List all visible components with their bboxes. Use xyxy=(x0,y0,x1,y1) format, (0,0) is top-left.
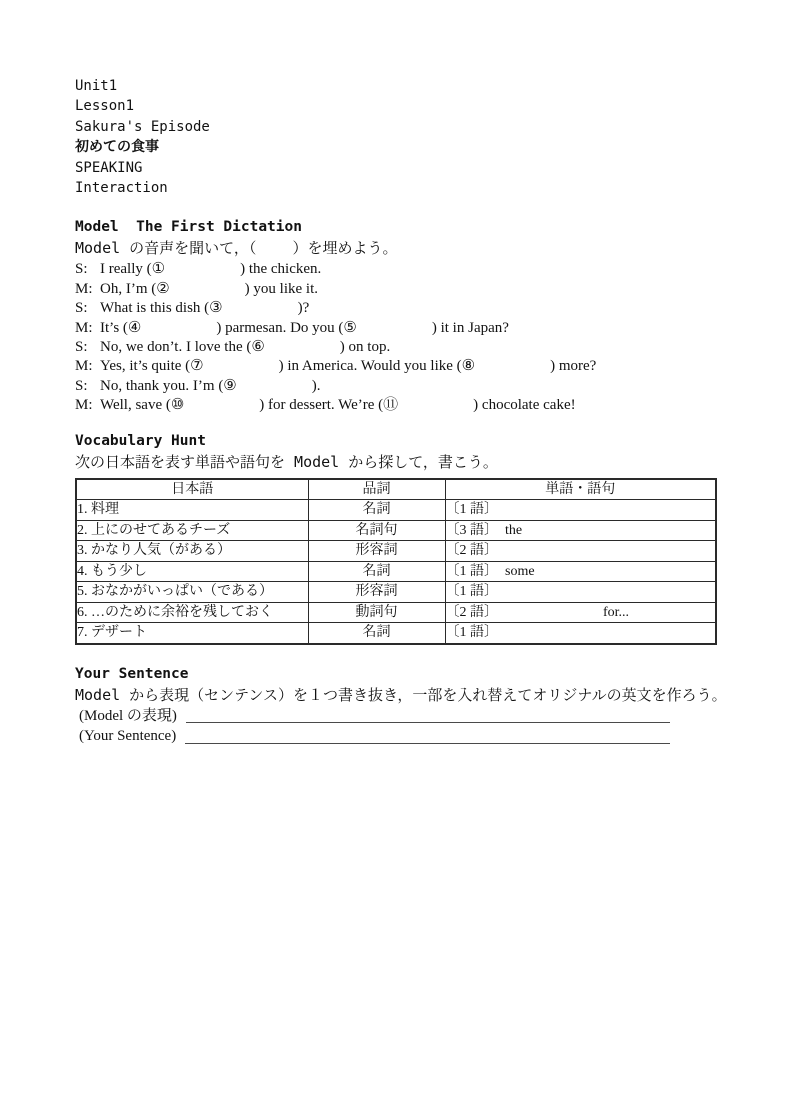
part-of-speech-cell: 名詞 xyxy=(308,623,445,644)
vocabulary-instruction: 次の日本語を表す単語や語句を Model から探して，書こう。 xyxy=(75,452,498,471)
your-sentence-title: Your Sentence xyxy=(75,665,189,682)
episode-title: Sakura's Episode xyxy=(75,118,210,135)
unit-label: Unit1 xyxy=(75,78,118,94)
model-section-title: Model The First Dictation xyxy=(75,219,302,236)
part-of-speech-cell: 名詞句 xyxy=(308,520,445,541)
answer-cell: 〔1 語〕 xyxy=(445,582,716,603)
your-sentence-blank-rule xyxy=(185,742,670,744)
table-row xyxy=(76,561,716,582)
dialogue-speaker: M: xyxy=(75,319,93,336)
your-sentence-section xyxy=(75,664,727,748)
vocab-table-header-row xyxy=(76,479,716,500)
answer-cell: 〔1 語〕 xyxy=(445,500,716,521)
dialogue-line xyxy=(75,260,715,279)
japanese-cell: 6. …のために余裕を残しておく xyxy=(76,602,308,623)
column-header-japanese: 日本語 xyxy=(76,479,308,500)
model-expression-blank-rule xyxy=(186,721,670,723)
dialogue-text: I really (① ) the chicken. xyxy=(100,261,322,278)
your-sentence-line xyxy=(75,726,715,747)
japanese-cell: 3. かなり人気（がある） xyxy=(76,541,308,562)
table-row xyxy=(76,541,716,562)
dialogue-speaker: S: xyxy=(75,261,88,278)
answer-cell: 〔2 語〕 for... xyxy=(445,602,716,623)
part-of-speech-cell: 形容詞 xyxy=(308,541,445,562)
dialogue-line xyxy=(75,396,715,415)
japanese-cell: 1. 料理 xyxy=(76,500,308,521)
your-sentence-label: (Your Sentence) xyxy=(79,728,177,745)
dialogue-line xyxy=(75,280,715,299)
answer-cell: 〔3 語〕 the xyxy=(445,520,716,541)
table-row xyxy=(76,520,716,541)
worksheet-header xyxy=(75,76,715,198)
dialogue xyxy=(75,260,715,415)
model-instruction: Model の音声を聞いて，（ ）を埋めよう。 xyxy=(75,239,398,258)
dialogue-line xyxy=(75,299,715,318)
dialogue-speaker: S: xyxy=(75,377,88,394)
dialogue-line xyxy=(75,319,715,338)
japanese-cell: 2. 上にのせてあるチーズ xyxy=(76,520,308,541)
dialogue-speaker: S: xyxy=(75,300,88,317)
dialogue-text: No, thank you. I’m (⑨ ). xyxy=(100,377,321,394)
table-row xyxy=(76,602,716,623)
japanese-cell: 5. おなかがいっぱい（である） xyxy=(76,582,308,603)
part-of-speech-cell: 名詞 xyxy=(308,561,445,582)
your-sentence-instruction: Model から表現（センテンス）を１つ書き抜き，一部を入れ替えてオリジナルの英文を作ろう。 xyxy=(75,685,727,704)
dialogue-text: What is this dish (③ )? xyxy=(100,300,310,317)
dialogue-text: It’s (④ ) parmesan. Do you (⑤ ) it in Japan? xyxy=(100,319,509,336)
column-header-word-phrase: 単語・語句 xyxy=(445,479,716,500)
japanese-cell: 4. もう少し xyxy=(76,561,308,582)
lesson-label: Lesson1 xyxy=(75,98,135,115)
table-row xyxy=(76,582,716,603)
vocabulary-section-title: Vocabulary Hunt xyxy=(75,432,206,449)
table-row xyxy=(76,500,716,521)
dialogue-speaker: M: xyxy=(75,397,93,414)
dialogue-speaker: M: xyxy=(75,358,93,375)
japanese-cell: 7. デザート xyxy=(76,623,308,644)
part-of-speech-cell: 名詞 xyxy=(308,500,445,521)
vocab-table xyxy=(75,478,717,645)
table-row xyxy=(76,623,716,644)
answer-cell: 〔1 語〕 xyxy=(445,623,716,644)
dialogue-text: Oh, I’m (② ) you like it. xyxy=(100,280,319,297)
part-of-speech-cell: 形容詞 xyxy=(308,582,445,603)
dialogue-text: No, we don’t. I love the (⑥ ) on top. xyxy=(100,339,391,356)
dialogue-speaker: S: xyxy=(75,339,88,356)
column-header-part-of-speech: 品詞 xyxy=(308,479,445,500)
skill-label: SPEAKING xyxy=(75,159,143,176)
answer-cell: 〔2 語〕 xyxy=(445,541,716,562)
dialogue-line xyxy=(75,357,715,376)
dialogue-line xyxy=(75,338,715,357)
episode-title-japanese: 初めての食事 xyxy=(75,139,159,156)
dialogue-text: Yes, it’s quite (⑦ ) in America. Would you like (⑧ ) more? xyxy=(100,358,597,375)
model-expression-line xyxy=(75,706,715,727)
dialogue-line xyxy=(75,377,715,396)
vocabulary-section xyxy=(75,431,715,645)
dialogue-speaker: M: xyxy=(75,280,93,297)
model-expression-label: (Model の表現) xyxy=(79,707,177,724)
part-of-speech-cell: 動詞句 xyxy=(308,602,445,623)
answer-cell: 〔1 語〕 some xyxy=(445,561,716,582)
model-section xyxy=(75,217,715,415)
dialogue-text: Well, save (⑩ ) for dessert. We’re (⑪ ) chocolate cake! xyxy=(100,397,576,414)
activity-type-label: Interaction xyxy=(75,180,168,197)
